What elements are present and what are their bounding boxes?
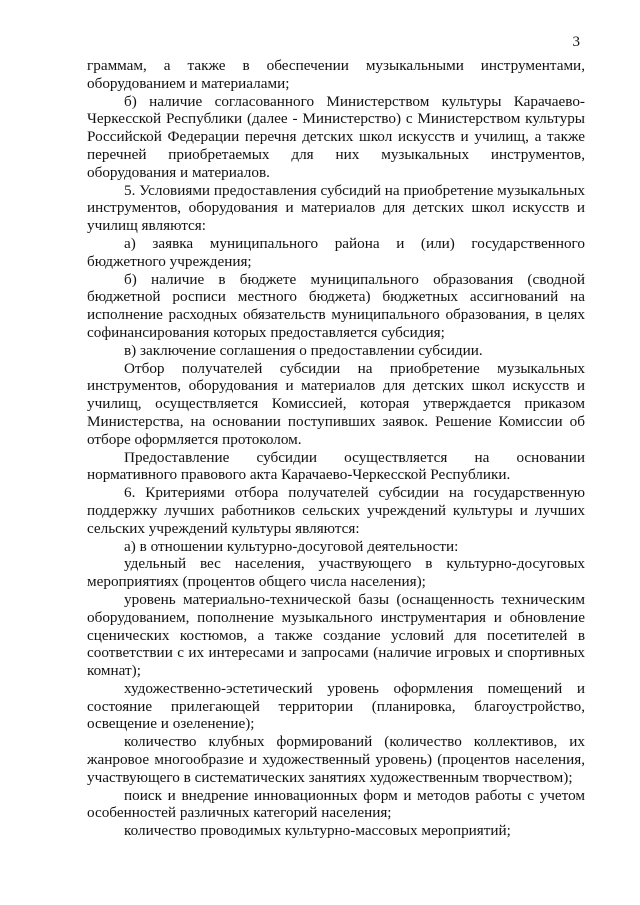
paragraph: 5. Условиями предоставления субсидий на приобретение музыкальных инструментов, оборудования и материалов для детских школ искусств и училищ являются: (87, 181, 585, 235)
paragraph: а) в отношении культурно-досуговой деятельности: (124, 537, 459, 555)
paragraph: Отбор получателей субсидии на приобретение музыкальных инструментов, оборудования и материалов для детских школ искусств и училищ, осуществляется Комиссией, которая утверждается приказом Министерства, на основании поступивших заявок. Решение Комиссии об отборе оформляется протоколом. (87, 359, 585, 448)
paragraph: а) заявка муниципального района и (или) государственного бюджетного учреждения; (87, 234, 585, 270)
page-number: 3 (572, 34, 580, 50)
paragraph: удельный вес населения, участвующего в культурно-досуговых мероприятиях (процентов общего числа населения); (87, 555, 585, 591)
paragraph: Предоставление субсидии осуществляется на основании нормативного правового акта Карачаево-Черкесской Республики. (87, 448, 585, 484)
paragraph: граммам, а также в обеспечении музыкальными инструментами, оборудованием и материалами; (87, 57, 585, 92)
paragraph: б) наличие согласованного Министерством культуры Карачаево-Черкесской Республики (далее - Министерство) с Министерством культуры Российской Федерации перечня детских школ искусств и училищ, а также перечней приобретаемых для них музыкальных инструментов, оборудования и материалов. (87, 92, 585, 181)
paragraph: количество проводимых культурно-массовых мероприятий; (124, 822, 511, 840)
paragraph: количество клубных формирований (количество коллективов, их жанровое многообразие и художественный уровень) (процентов населения, участвующего в систематических занятиях художественным творчеством); (87, 733, 585, 786)
paragraph: 6. Критериями отбора получателей субсидии на государственную поддержку лучших работников сельских учреждений культуры и лучших сельских учреждений культуры являются: (87, 484, 585, 537)
paragraph: в) заключение соглашения о предоставлении субсидии. (124, 341, 483, 359)
document-body (87, 57, 585, 840)
paragraph: художественно-эстетический уровень оформления помещений и состояние прилегающей территории (планировка, благоустройство, освещение и озеленение); (87, 679, 585, 733)
paragraph: б) наличие в бюджете муниципального образования (сводной бюджетной росписи местного бюджета) бюджетных ассигнований на исполнение расходных обязательств муниципального образования, в целях софинансирования которых предоставляется субсидия; (87, 270, 585, 341)
paragraph: поиск и внедрение инновационных форм и методов работы с учетом особенностей различных категорий населения; (87, 786, 585, 822)
paragraph: уровень материально-технической базы (оснащенность техническим оборудованием, пополнение музыкального инструментария и обновление сценических костюмов, а также создание условий для посетителей в соответствии с их интересами и запросами (наличие игровых и спортивных комнат); (87, 590, 585, 680)
